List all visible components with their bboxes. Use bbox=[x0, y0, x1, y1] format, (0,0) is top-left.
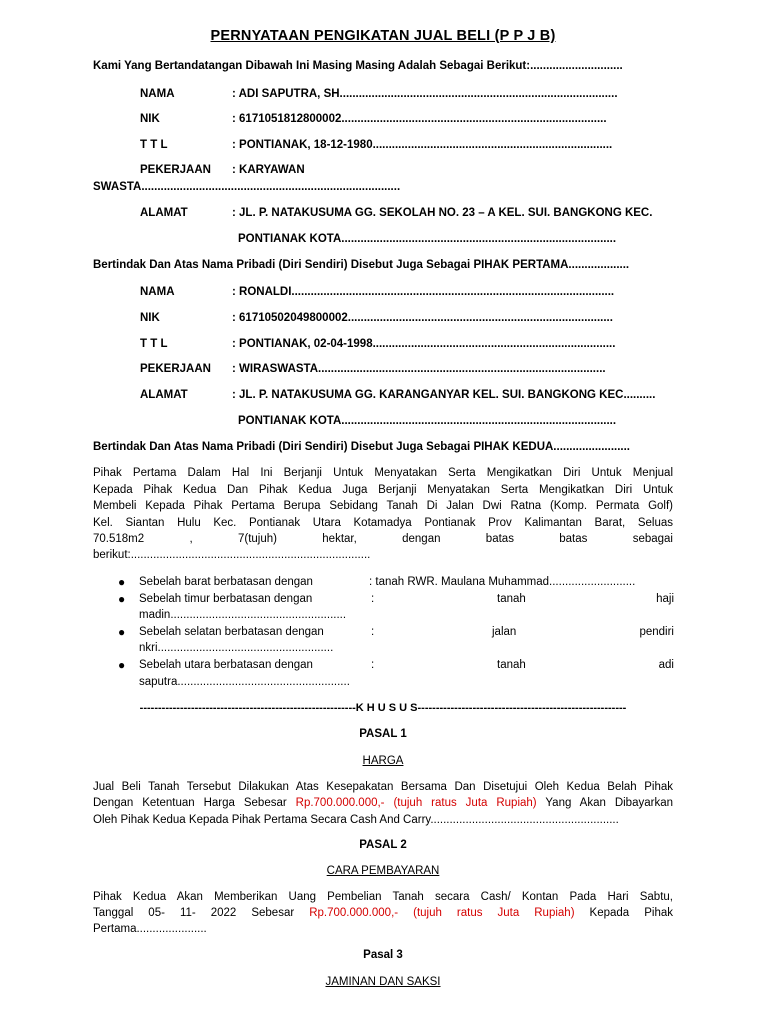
boundary-word: haji bbox=[656, 593, 674, 605]
pasal-2-line-2-end: Kepada Pihak bbox=[574, 907, 673, 919]
party2-acting-statement: Bertindak Dan Atas Nama Pribadi (Diri Sendiri) Disebut Juga Sebagai PIHAK KEDUA........................ bbox=[93, 441, 630, 453]
boundary-word: adi bbox=[658, 659, 674, 671]
party1-nama-label: NAMA bbox=[140, 88, 175, 100]
boundary-label: Sebelah barat berbatasan dengan bbox=[139, 576, 313, 588]
party1-pekerjaan-continuation: SWASTA................................................................................. bbox=[93, 181, 401, 193]
party2-pekerjaan-label: PEKERJAAN bbox=[140, 363, 211, 375]
pasal-1-subheading-text: HARGA bbox=[362, 755, 404, 767]
party1-nama-value: : ADI SAPUTRA, SH....................................................................................... bbox=[232, 88, 618, 100]
bullet-icon: ● bbox=[118, 625, 126, 639]
agreement-line-3: Membeli Kepada Pihak Pertama Berupa Sebidang Tanah Di Jalan Dwi Ratna (Komp. Permata Golf) bbox=[93, 500, 673, 512]
party2-ttl-label: T T L bbox=[140, 338, 168, 350]
boundary-continuation: madin....................................................... bbox=[139, 609, 347, 621]
boundary-continuation: nkri....................................................... bbox=[139, 642, 334, 654]
party2-pekerjaan-value: : WIRASWASTA.......................................................................................... bbox=[232, 363, 606, 375]
boundary-word: tanah bbox=[497, 593, 526, 605]
boundary-colon: : bbox=[371, 593, 375, 605]
pasal-1-subheading bbox=[93, 755, 673, 767]
pasal-1-line-2 bbox=[93, 797, 673, 809]
document-title: PERNYATAAN PENGIKATAN JUAL BELI (P P J B) bbox=[210, 28, 556, 44]
boundary-continuation: saputra...................................................... bbox=[139, 676, 350, 688]
party1-acting-statement: Bertindak Dan Atas Nama Pribadi (Diri Sendiri) Disebut Juga Sebagai PIHAK PERTAMA................... bbox=[93, 259, 630, 271]
boundary-label: Sebelah timur berbatasan dengan bbox=[139, 593, 313, 605]
boundary-word: jalan bbox=[492, 626, 517, 638]
pasal-1-line-3: Oleh Pihak Kedua Kepada Pihak Pertama Secara Cash And Carry........................................................... bbox=[93, 814, 619, 826]
party1-pekerjaan-value: : KARYAWAN bbox=[232, 164, 305, 176]
party2-nama-label: NAMA bbox=[140, 286, 175, 298]
agreement-line-4: Kel. Siantan Hulu Kec. Pontianak Utara Kotamadya Pontianak Prov Kalimantan Barat, Seluas bbox=[93, 517, 673, 529]
boundary-word: tanah bbox=[497, 659, 526, 671]
intro-line: Kami Yang Bertandatangan Dibawah Ini Masing Masing Adalah Sebagai Berikut:............................. bbox=[93, 60, 623, 72]
pasal-2-subheading bbox=[93, 865, 673, 877]
pasal-1-price: Rp.700.000.000,- (tujuh ratus Juta Rupiah) bbox=[295, 797, 537, 809]
pasal-3-subheading bbox=[93, 976, 673, 988]
pasal-2-heading: PASAL 2 bbox=[359, 839, 407, 851]
bullet-icon: ● bbox=[118, 592, 126, 606]
boundary-label: Sebelah selatan berbatasan dengan bbox=[139, 626, 324, 638]
pasal-2-subheading-text: CARA PEMBAYARAN bbox=[326, 865, 440, 877]
agreement-line-2: Kepada Pihak Kedua Dan Pihak Kedua Juga Berjanji Menyatakan Serta Mengikatkan Diri Untuk bbox=[93, 484, 673, 496]
party2-nik-value: : 61710502049800002................................................................................... bbox=[232, 312, 613, 324]
pasal-1-heading: PASAL 1 bbox=[359, 728, 407, 740]
pasal-2-line-3: Pertama...................... bbox=[93, 923, 207, 935]
agreement-line-5: 70.518m2 , 7(tujuh) hektar, dengan batas batas sebagai bbox=[93, 533, 673, 545]
boundary-word: pendiri bbox=[639, 626, 674, 638]
party2-alamat-continuation: PONTIANAK KOTA...................................................................................... bbox=[238, 415, 617, 427]
party2-ttl-value: : PONTIANAK, 02-04-1998............................................................................ bbox=[232, 338, 616, 350]
pasal-2-price: Rp.700.000.000,- (tujuh ratus Juta Rupiah) bbox=[309, 907, 575, 919]
party1-nik-label: NIK bbox=[140, 113, 160, 125]
pasal-3-subheading-text: JAMINAN DAN SAKSI bbox=[325, 976, 441, 988]
party1-ttl-label: T T L bbox=[140, 139, 168, 151]
boundary-label: Sebelah utara berbatasan dengan bbox=[139, 659, 313, 671]
boundary-colon: : bbox=[371, 659, 375, 671]
pasal-2-line-1: Pihak Kedua Akan Memberikan Uang Pembelian Tanah secara Cash/ Kontan Pada Hari Sabtu, bbox=[93, 891, 673, 903]
party1-alamat-label: ALAMAT bbox=[140, 207, 188, 219]
party2-alamat-label: ALAMAT bbox=[140, 389, 188, 401]
party2-nama-value: : RONALDI..................................................................................................... bbox=[232, 286, 615, 298]
party2-nik-label: NIK bbox=[140, 312, 160, 324]
pasal-1-line-1: Jual Beli Tanah Tersebut Dilakukan Atas Kesepakatan Bersama Dan Disetujui Oleh Kedua Belah Pihak bbox=[93, 781, 673, 793]
party2-alamat-value: : JL. P. NATAKUSUMA GG. KARANGANYAR KEL. SUI. BANGKONG KEC.......... bbox=[232, 389, 656, 401]
pasal-1-line-2-start: Dengan Ketentuan Harga Sebesar bbox=[93, 797, 296, 809]
party1-nik-value: : 6171051812800002................................................................................... bbox=[232, 113, 607, 125]
agreement-line-6: berikut:........................................................................... bbox=[93, 549, 371, 561]
bullet-icon: ● bbox=[118, 658, 126, 672]
pasal-2-line-2-start: Tanggal 05- 11- 2022 Sebesar bbox=[93, 907, 310, 919]
party1-pekerjaan-label: PEKERJAAN bbox=[140, 164, 211, 176]
pasal-2-line-2 bbox=[93, 907, 673, 919]
party1-alamat-value: : JL. P. NATAKUSUMA GG. SEKOLAH NO. 23 – A KEL. SUI. BANGKONG KEC. bbox=[232, 207, 653, 219]
pasal-3-heading: Pasal 3 bbox=[363, 949, 403, 961]
boundary-value: : tanah RWR. Maulana Muhammad........................... bbox=[369, 576, 636, 588]
party1-alamat-continuation: PONTIANAK KOTA...................................................................................... bbox=[238, 233, 617, 245]
party1-ttl-value: : PONTIANAK, 18-12-1980........................................................................... bbox=[232, 139, 613, 151]
pasal-1-line-2-end: Yang Akan Dibayarkan bbox=[536, 797, 673, 809]
boundary-colon: : bbox=[371, 626, 375, 638]
khusus-divider: -----------------------------------------------------------K H U S U S--------------------------------------------------------- bbox=[139, 702, 627, 714]
bullet-icon: ● bbox=[118, 575, 126, 589]
agreement-line-1: Pihak Pertama Dalam Hal Ini Berjanji Untuk Menyatakan Serta Mengikatkan Diri Untuk Menjual bbox=[93, 467, 673, 479]
